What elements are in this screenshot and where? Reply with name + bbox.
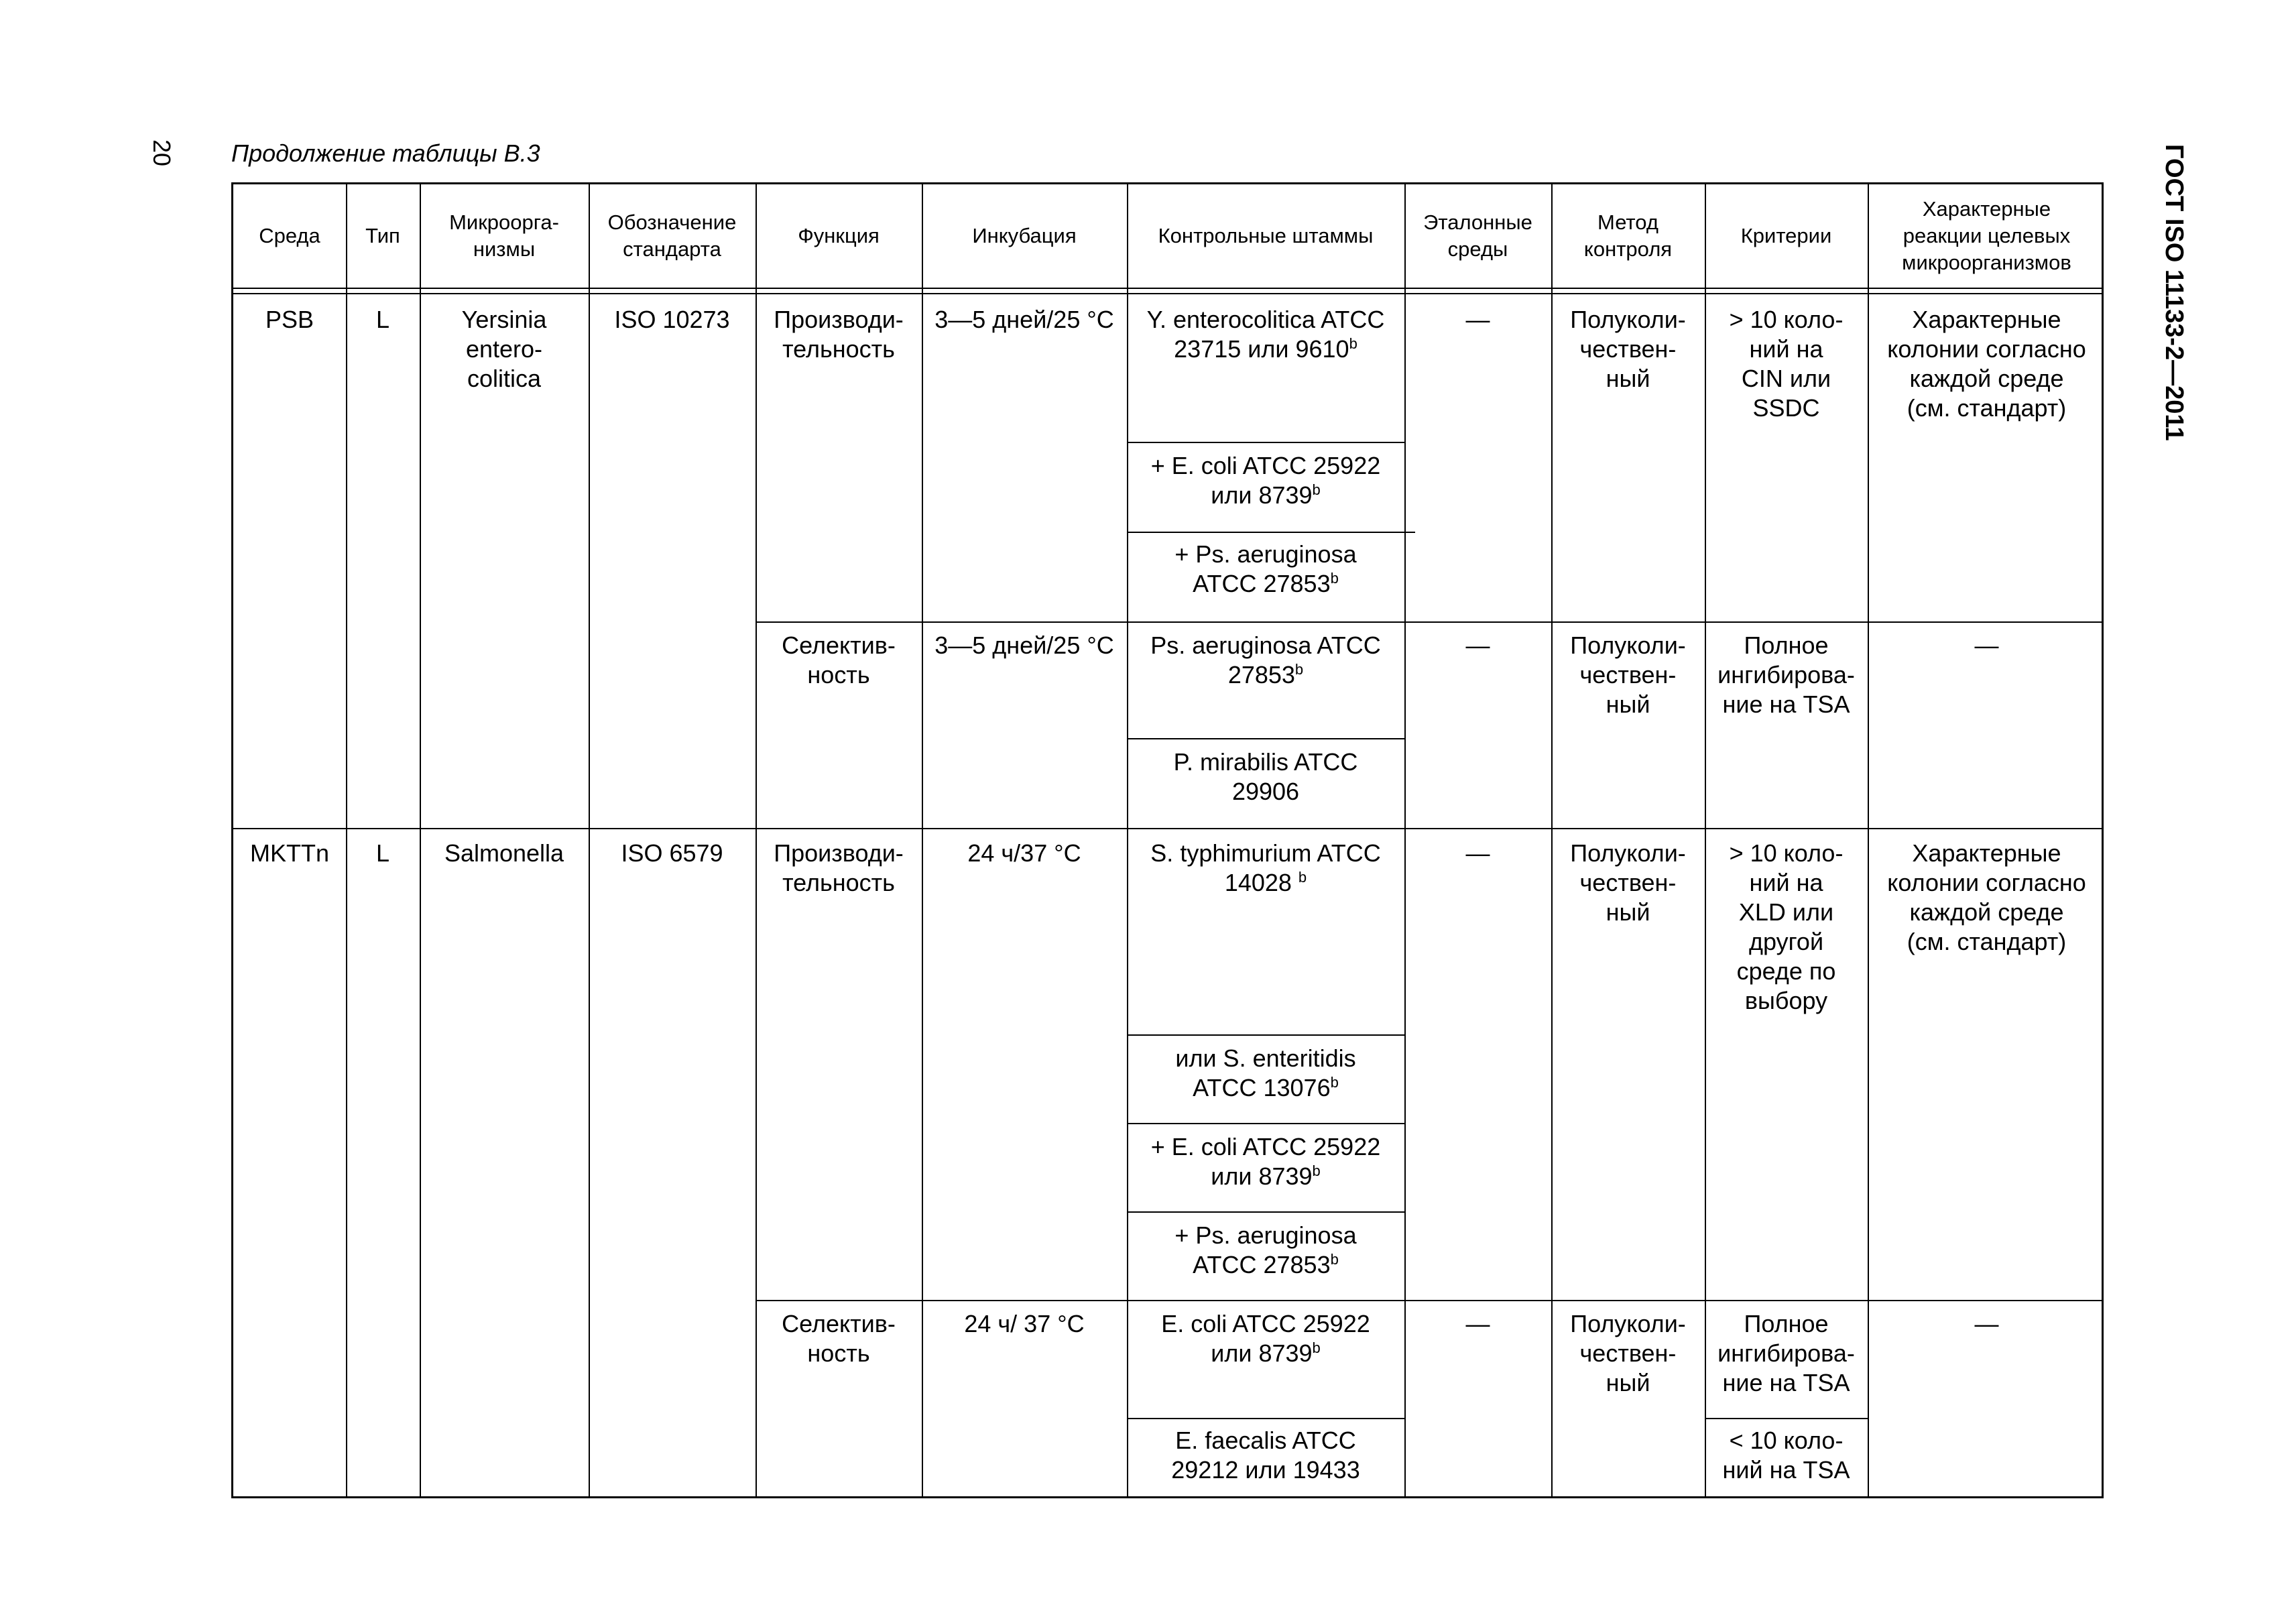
psb-prod-reference: — — [1465, 306, 1490, 333]
mkttn-sel-criteria2: < 10 коло- ний на TSA — [1722, 1427, 1850, 1484]
psb-sel-function: Селектив- ность — [782, 632, 896, 688]
psb-prod-method: Полуколи- чествен- ный — [1570, 306, 1686, 392]
psb-prod-incubation: 3—5 дней/25 °С — [934, 306, 1114, 333]
mkttn-prod-incubation: 24 ч/37 °С — [967, 839, 1081, 867]
psb-prod-strain2: + E. coli ATCC 25922 или 8739$^b$ — [1150, 452, 1381, 509]
page-number: 20 — [148, 139, 176, 167]
mkttn-prod-method: Полуколи- чествен- ный — [1570, 839, 1686, 926]
mkttn-prod-criteria: > 10 коло- ний на XLD или другой среде по выбору — [1729, 839, 1844, 1014]
header-function: Функция — [798, 224, 880, 247]
mkttn-sel-method: Полуколи- чествен- ный — [1570, 1310, 1686, 1396]
psb-sel-strain2: P. mirabilis ATCC 29906 — [1173, 748, 1358, 805]
psb-sel-criteria: Полное ингибирова- ние на TSA — [1717, 632, 1855, 718]
header-microorganisms: Микроорга- низмы — [449, 211, 559, 261]
mkttn-prod-strain3: + E. coli ATCC 25922 или 8739$^b$ — [1150, 1133, 1381, 1190]
psb-sel-reference: — — [1465, 632, 1490, 659]
header-reference-media: Эталонные среды — [1423, 211, 1532, 261]
mkttn-sel-function: Селектив- ность — [782, 1310, 896, 1367]
header-incubation: Инкубация — [972, 224, 1077, 247]
psb-standard: ISO 10273 — [614, 306, 730, 333]
header-type: Тип — [365, 224, 400, 247]
mkttn-prod-strain2: или S. enteritidis ATCC 13076$^b$ — [1175, 1044, 1356, 1101]
mkttn-prod-strain4: + Ps. aeruginosa ATCC 27853$^b$ — [1174, 1221, 1357, 1278]
mkttn-sel-strain1: E. coli ATCC 25922 или 8739$^b$ — [1161, 1310, 1370, 1367]
mkttn-prod-reference: — — [1465, 839, 1490, 867]
mkttn-sel-incubation: 24 ч/ 37 °С — [964, 1310, 1085, 1337]
psb-sel-method: Полуколи- чествен- ный — [1570, 632, 1686, 718]
header-medium: Среда — [259, 224, 320, 247]
mkttn-sel-strain2: E. faecalis ATCC 29212 или 19433 — [1171, 1427, 1360, 1484]
psb-organism: Yersinia entero- colitica — [461, 306, 547, 392]
header-standard: Обозначение стандарта — [607, 211, 737, 261]
mkttn-medium: MKTTn — [249, 839, 329, 867]
mkttn-sel-reference: — — [1465, 1310, 1490, 1337]
header-control-strains: Контрольные штаммы — [1158, 224, 1374, 247]
psb-prod-reactions: Характерные колонии согласно каждой среде (см. стандарт) — [1887, 306, 2086, 422]
mkttn-type: L — [375, 839, 390, 867]
mkttn-prod-reactions: Характерные колонии согласно каждой среде (см. стандарт) — [1887, 839, 2086, 955]
standard-code: ГОСТ ISO 11133-2—2011 — [2160, 144, 2188, 441]
header-reactions: Характерные реакции целевых микроорганизмов — [1902, 197, 2071, 274]
psb-prod-criteria: > 10 коло- ний на CIN или SSDC — [1729, 306, 1844, 422]
psb-medium: PSB — [265, 306, 314, 333]
data-table — [231, 182, 2104, 1498]
header-method: Метод контроля — [1583, 211, 1673, 261]
mkttn-sel-reactions: — — [1974, 1310, 1999, 1337]
psb-sel-strain1: Ps. aeruginosa ATCC 27853$^b$ — [1150, 632, 1381, 688]
mkttn-prod-function: Производи- тельность — [774, 839, 904, 896]
mkttn-organism: Salmonella — [444, 839, 564, 867]
table-caption: Продолжение таблицы В.3 — [231, 139, 540, 167]
mkttn-standard: ISO 6579 — [621, 839, 723, 867]
psb-type: L — [375, 306, 390, 333]
psb-sel-reactions: — — [1974, 632, 1999, 659]
psb-sel-incubation: 3—5 дней/25 °С — [934, 632, 1114, 659]
mkttn-prod-strain1: S. typhimurium ATCC 14028 $^b$ — [1150, 839, 1381, 896]
psb-prod-function: Производи- тельность — [774, 306, 904, 363]
header-criteria: Критерии — [1740, 224, 1832, 247]
psb-prod-strain1: Y. enterocolitica ATCC 23715 или 9610$^b$ — [1146, 306, 1385, 363]
psb-prod-strain3: + Ps. aeruginosa ATCC 27853$^b$ — [1174, 540, 1357, 597]
mkttn-sel-criteria1: Полное ингибирова- ние на TSA — [1717, 1310, 1855, 1396]
